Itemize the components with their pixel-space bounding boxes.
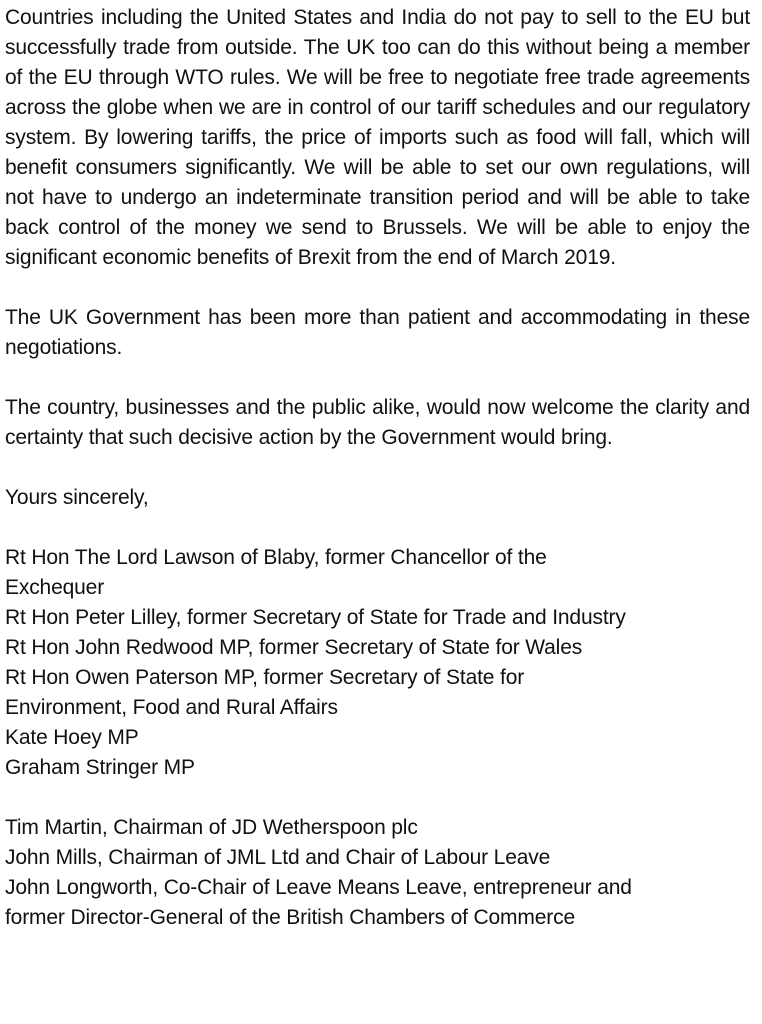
body-paragraph-2: The UK Government has been more than patient and accommodating in these negotiations.	[5, 306, 750, 359]
signatory-line: Rt Hon Owen Paterson MP, former Secretary of State for	[5, 666, 525, 689]
signatory-line: Rt Hon John Redwood MP, former Secretary of State for Wales	[5, 636, 583, 659]
paragraph-gap	[5, 783, 750, 813]
signatory-line: John Mills, Chairman of JML Ltd and Chair of Labour Leave	[5, 846, 551, 869]
signatory-line: Exchequer	[5, 576, 105, 599]
paragraph-gap	[5, 453, 750, 483]
signatory-line: John Longworth, Co-Chair of Leave Means Leave, entrepreneur and	[5, 876, 632, 899]
signatory-line: Kate Hoey MP	[5, 726, 139, 749]
letter-page	[5, 3, 750, 933]
closing-line: Yours sincerely,	[5, 486, 149, 509]
signatory-line: Rt Hon The Lord Lawson of Blaby, former Chancellor of the	[5, 546, 547, 569]
signatories-group-2	[5, 813, 750, 933]
body-paragraph-1: Countries including the United States and India do not pay to sell to the EU but successfully trade from outside. The UK too can do this without being a member of the EU through WTO rules. We will be free to negotiate free trade agreements across the globe when we are in control of our tariff schedules and our regulatory system. By lowering tariffs, the price of imports such as food will fall, which will benefit consumers significantly. We will be able to set our own regulations, will not have to undergo an indeterminate transition period and will be able to take back control of the money we send to Brussels. We will be able to enjoy the significant economic benefits of Brexit from the end of March 2019.	[5, 6, 750, 269]
body-paragraph-3: The country, businesses and the public alike, would now welcome the clarity and certainty that such decisive action by the Government would bring.	[5, 396, 750, 449]
paragraph-gap	[5, 273, 750, 303]
signatory-line: Rt Hon Peter Lilley, former Secretary of State for Trade and Industry	[5, 606, 626, 629]
signatories-group-1	[5, 543, 750, 783]
signatory-line: Tim Martin, Chairman of JD Wetherspoon plc	[5, 816, 418, 839]
paragraph-gap	[5, 513, 750, 543]
signatory-line: Graham Stringer MP	[5, 756, 195, 779]
signatory-line: Environment, Food and Rural Affairs	[5, 696, 338, 719]
paragraph-gap	[5, 363, 750, 393]
signatory-line: former Director-General of the British Chambers of Commerce	[5, 906, 575, 929]
